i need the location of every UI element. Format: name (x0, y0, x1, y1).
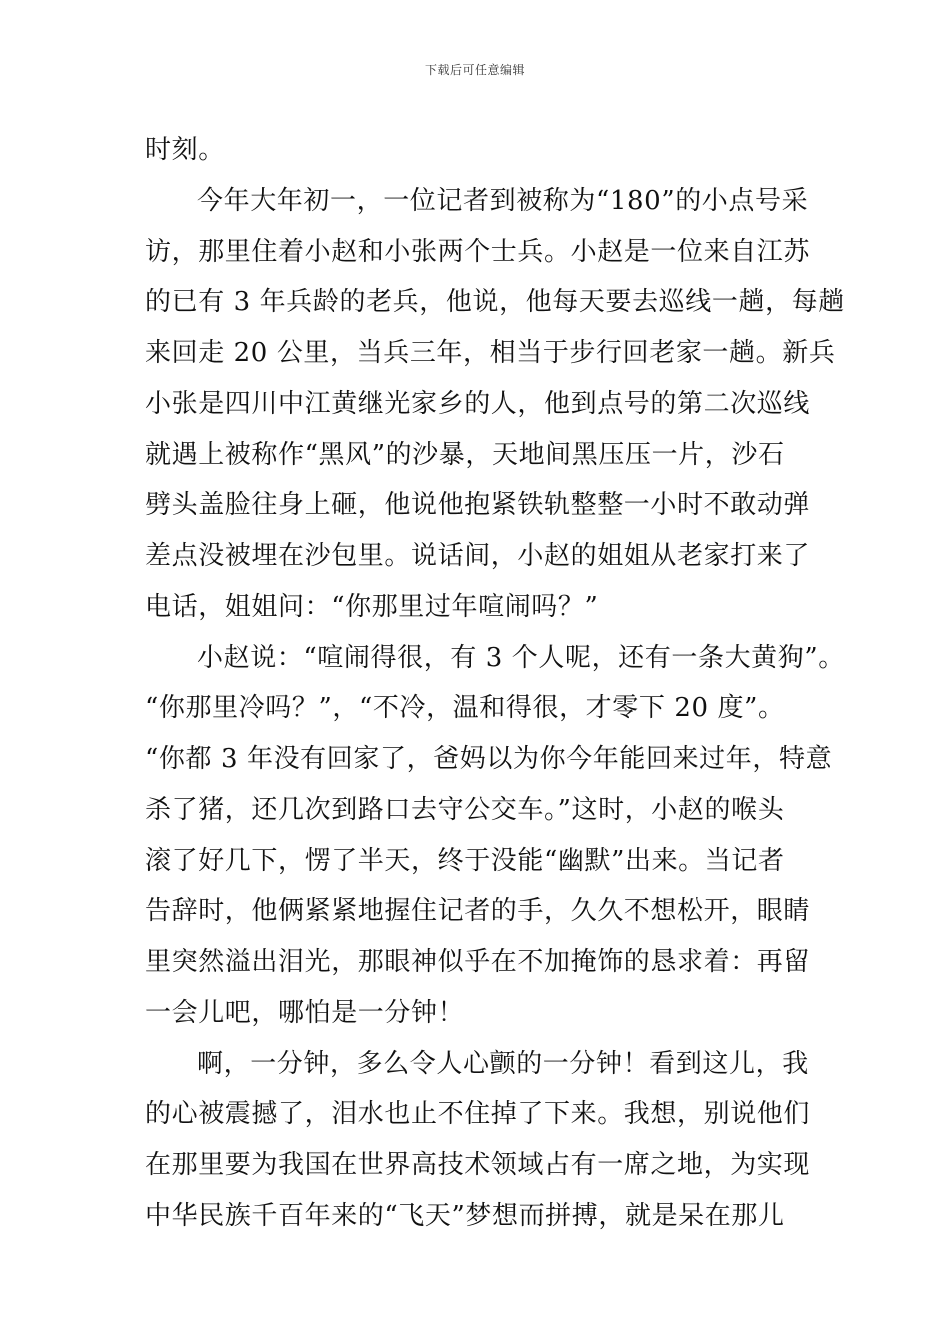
text-line: 滚了好几下，愣了半天，终于没能“幽默”出来。当记者 (145, 845, 785, 876)
page-header-note: 下载后可任意编辑 (424, 63, 525, 77)
text-line: 中华民族千百年来的“飞天”梦想而拼搏，就是呆在那儿 (145, 1200, 785, 1231)
text-line: “你都 3 年没有回家了，爸妈以为你今年能回来过年，特意 (145, 744, 833, 774)
text-line: 劈头盖脸往身上砸，他说他抱紧铁轨整整一小时不敢动弹 (145, 490, 811, 521)
text-line: 的心被震撼了，泪水也止不住掉了下来。我想，别说他们 (145, 1099, 811, 1130)
text-line: 告辞时，他俩紧紧地握住记者的手，久久不想松开，眼睛 (145, 896, 811, 927)
text-line: “你那里冷吗？”，“不冷，温和得很，才零下 20 度”。 (145, 693, 785, 724)
text-line: 在那里要为我国在世界高技术领域占有一席之地，为实现 (145, 1150, 811, 1180)
text-line: 小张是四川中江黄继光家乡的人，他到点号的第二次巡线 (145, 388, 811, 419)
text-line: 电话，姐姐问：“你那里过年喧闹吗？” (145, 591, 599, 622)
text-line: 一会儿吧，哪怕是一分钟！ (145, 997, 465, 1028)
text-line: 就遇上被称作“黑风”的沙暴，天地间黑压压一片，沙石 (145, 439, 785, 470)
document-body (145, 125, 845, 1242)
text-line: 时刻。 (145, 135, 225, 165)
text-line: 来回走 20 公里，当兵三年，相当于步行回老家一趟。新兵 (145, 338, 836, 368)
text-line: 的已有 3 年兵龄的老兵，他说，他每天要去巡线一趟，每趟 (145, 287, 845, 318)
text-line: 今年大年初一，一位记者到被称为“180”的小点号采 (197, 185, 809, 216)
text-line: 差点没被埋在沙包里。说话间，小赵的姐姐从老家打来了 (145, 541, 811, 571)
text-line: 啊，一分钟，多么令人心颤的一分钟！看到这儿，我 (197, 1048, 809, 1079)
text-line: 访，那里住着小赵和小张两个士兵。小赵是一位来自江苏 (145, 236, 811, 267)
text-line: 里突然溢出泪光，那眼神似乎在不加掩饰的恳求着：再留 (145, 947, 811, 977)
text-line: 杀了猪，还几次到路口去守公交车。”这时，小赵的喉头 (145, 794, 785, 825)
text-line: 小赵说：“喧闹得很，有 3 个人呢，还有一条大黄狗”。 (197, 642, 845, 673)
